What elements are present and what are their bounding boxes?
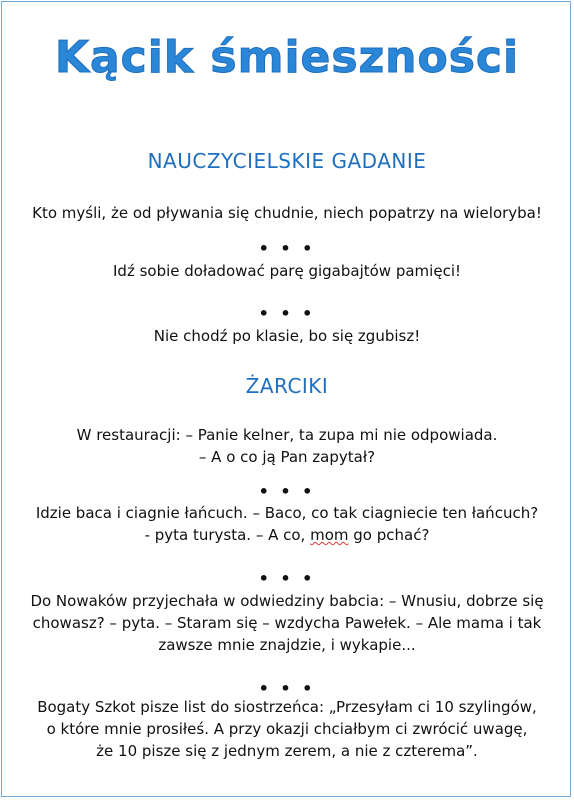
- joke-2-line-2: - pyta turysta. – A co, mom go pchać?: [144, 526, 430, 544]
- joke-4-line-2: o które mnie prosiłeś. A przy okazji chciałbym ci zwrócić uwagę,: [46, 720, 528, 738]
- separator-dots: • • •: [258, 239, 316, 258]
- page-title: Kącik śmieszności: [54, 32, 520, 83]
- joke-1-line-1: W restauracji: – Panie kelner, ta zupa mi nie odpowiada.: [76, 426, 498, 444]
- separator-dots: • • •: [258, 304, 316, 323]
- section-heading-teacher: NAUCZYCIELSKIE GADANIE: [147, 149, 427, 173]
- document-page: [1, 1, 571, 797]
- joke-2-line-1: Idzie baca i ciagnie łańcuch. – Baco, co tak ciagniecie ten łańcuch?: [35, 504, 539, 522]
- joke-3-line-3: zawsze mnie znajdzie, i wykapie...: [158, 636, 416, 654]
- joke-4-line-3: że 10 pisze się z jednym zerem, a nie z czterema”.: [96, 742, 478, 760]
- section-heading-jokes: ŻARCIKI: [245, 374, 329, 398]
- separator-dots: • • •: [258, 679, 316, 698]
- separator-dots: • • •: [258, 482, 316, 501]
- joke-3-line-2: chowasz? – pyta. – Staram się – wzdycha Pawełek. – Ale mama i tak: [32, 614, 542, 632]
- separator-dots: • • •: [258, 569, 316, 588]
- teacher-quote-2: Idź sobie doładować parę gigabajtów pamięci!: [113, 262, 461, 280]
- joke-3-line-1: Do Nowaków przyjechała w odwiedziny babcia: – Wnusiu, dobrze się: [30, 592, 544, 610]
- teacher-quote-3: Nie chodź po klasie, bo się zgubisz!: [153, 327, 421, 345]
- teacher-quote-1: Kto myśli, że od pływania się chudnie, niech popatrzy na wieloryba!: [32, 204, 542, 222]
- joke-4-line-1: Bogaty Szkot pisze list do siostrzeńca: „Przesyłam ci 10 szylingów,: [37, 698, 537, 716]
- spellcheck-word: mom: [310, 526, 349, 544]
- joke-1-line-2: – A o co ją Pan zapytał?: [198, 448, 376, 466]
